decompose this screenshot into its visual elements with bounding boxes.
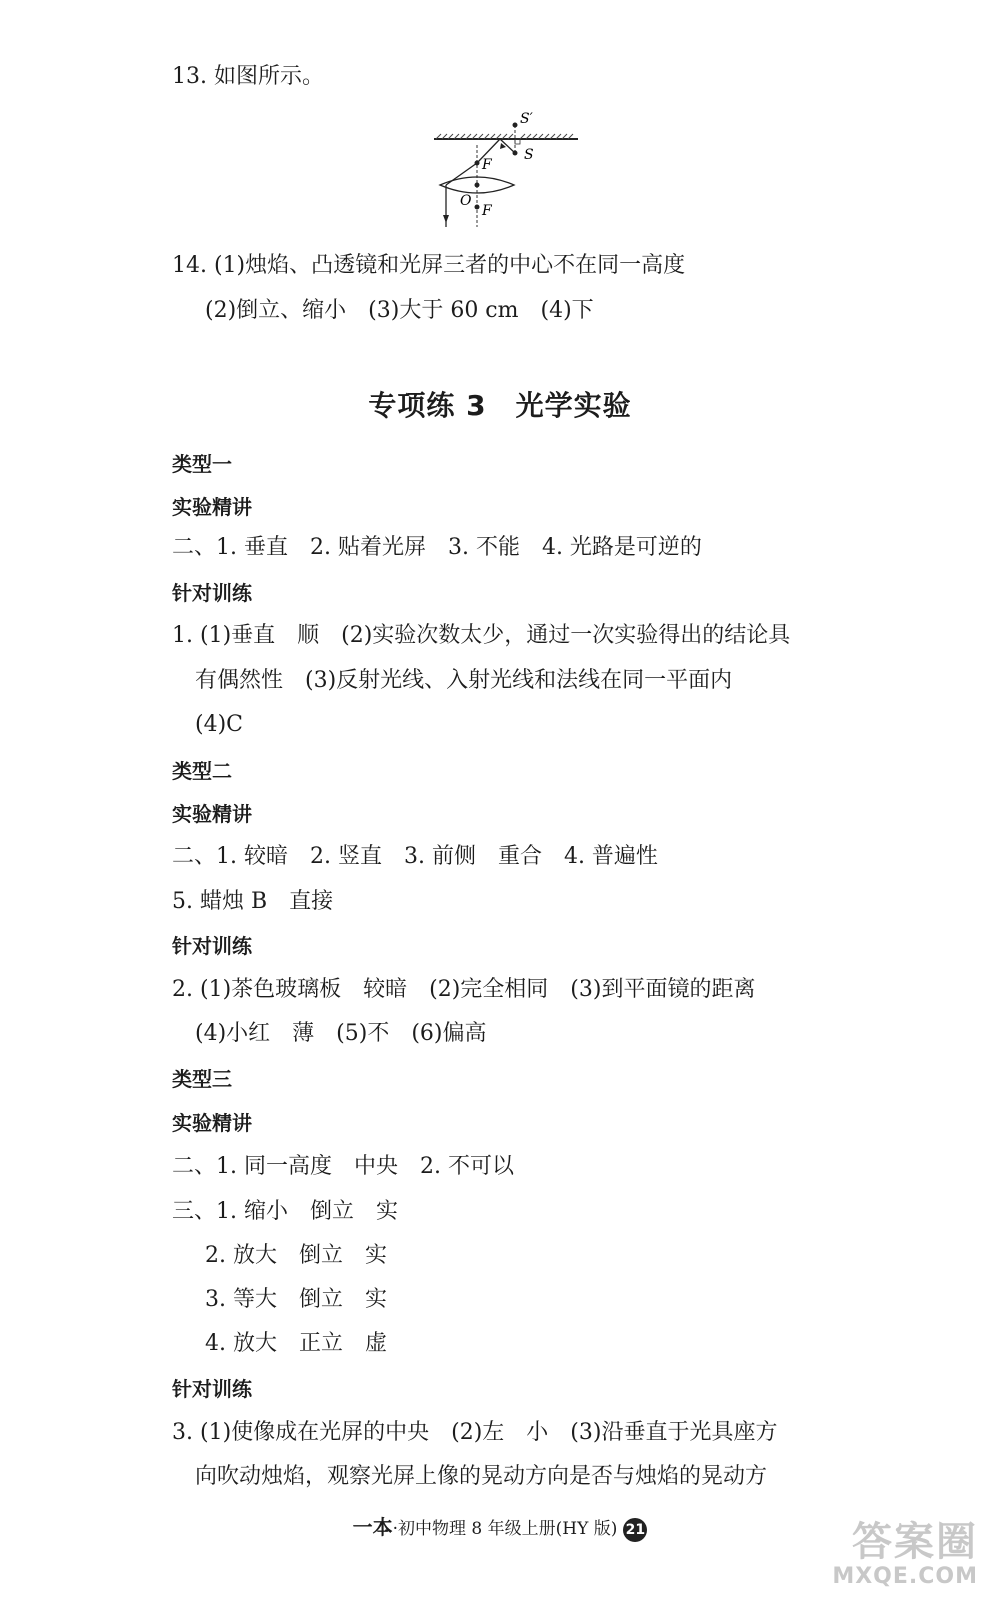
- type3-heading: 类型三: [172, 1067, 232, 1091]
- label-s-prime: S′: [520, 111, 533, 127]
- watermark-url: MXQE.COM: [832, 1564, 978, 1589]
- answer-1-line3: (4)C: [195, 712, 243, 737]
- watermark: [832, 1520, 978, 1590]
- answer-3-line2: 向吹动烛焰，观察光屏上像的晃动方向是否与烛焰的晃动方: [195, 1464, 768, 1489]
- type3-sub-jingjiang: 实验精讲: [172, 1111, 252, 1135]
- virtual-source-point: [513, 123, 518, 128]
- type2-answer-2: 5. 蜡烛 B 直接: [172, 889, 334, 914]
- footer-brand: 一本: [352, 1515, 393, 1539]
- type3-answer-2-2: 2. 放大 倒立 实: [205, 1243, 387, 1268]
- answer-1-line1: 1. (1)垂直 顺 (2)实验次数太少，通过一次实验得出的结论具: [172, 623, 791, 648]
- type3-answer-1: 二、1. 同一高度 中央 2. 不可以: [172, 1154, 514, 1179]
- label-f-top: F: [482, 157, 492, 173]
- answer-2-line1: 2. (1)茶色玻璃板 较暗 (2)完全相同 (3)到平面镜的距离: [172, 977, 756, 1002]
- label-o: O: [460, 193, 472, 209]
- label-f-bottom: F: [482, 203, 492, 219]
- type3-answer-2-1: 三、1. 缩小 倒立 实: [172, 1199, 398, 1224]
- focus-bottom-point: [475, 205, 480, 210]
- page-number-badge: 21: [623, 1518, 647, 1542]
- watermark-logo-text: 答案圈: [852, 1519, 978, 1565]
- answer-3-line1: 3. (1)使像成在光屏的中央 (2)左 小 (3)沿垂直于光具座方: [172, 1420, 778, 1445]
- type1-heading: 类型一: [172, 452, 232, 476]
- type2-heading: 类型二: [172, 759, 232, 783]
- answer-2-line2: (4)小红 薄 (5)不 (6)偏高: [195, 1021, 487, 1046]
- optical-center-point: [475, 183, 480, 188]
- focus-top-point: [475, 161, 480, 166]
- type2-answer-1: 二、1. 较暗 2. 竖直 3. 前侧 重合 4. 普遍性: [172, 844, 658, 869]
- type1-answer: 二、1. 垂直 2. 贴着光屏 3. 不能 4. 光路是可逆的: [172, 535, 702, 560]
- type3-answer-2-3: 3. 等大 倒立 实: [205, 1287, 387, 1312]
- type1-sub-jingjiang: 实验精讲: [172, 495, 252, 519]
- type2-sub-xunlian: 针对训练: [172, 934, 252, 958]
- type1-sub-xunlian: 针对训练: [172, 581, 252, 605]
- label-s: S: [524, 147, 534, 163]
- section-title: 专项练 3 光学实验: [368, 389, 632, 422]
- question-13: 13. 如图所示。: [172, 64, 324, 89]
- type3-sub-xunlian: 针对训练: [172, 1377, 252, 1401]
- type2-sub-jingjiang: 实验精讲: [172, 802, 252, 826]
- question-14-line1: 14. (1)烛焰、凸透镜和光屏三者的中心不在同一高度: [172, 253, 686, 278]
- footer-text: ·初中物理 8 年级上册(HY 版): [392, 1519, 618, 1539]
- optics-diagram: [432, 103, 582, 233]
- question-14-line2: (2)倒立、缩小 (3)大于 60 cm (4)下: [205, 298, 594, 323]
- type3-answer-2-4: 4. 放大 正立 虚: [205, 1331, 387, 1356]
- answer-1-line2: 有偶然性 (3)反射光线、入射光线和法线在同一平面内: [195, 668, 733, 693]
